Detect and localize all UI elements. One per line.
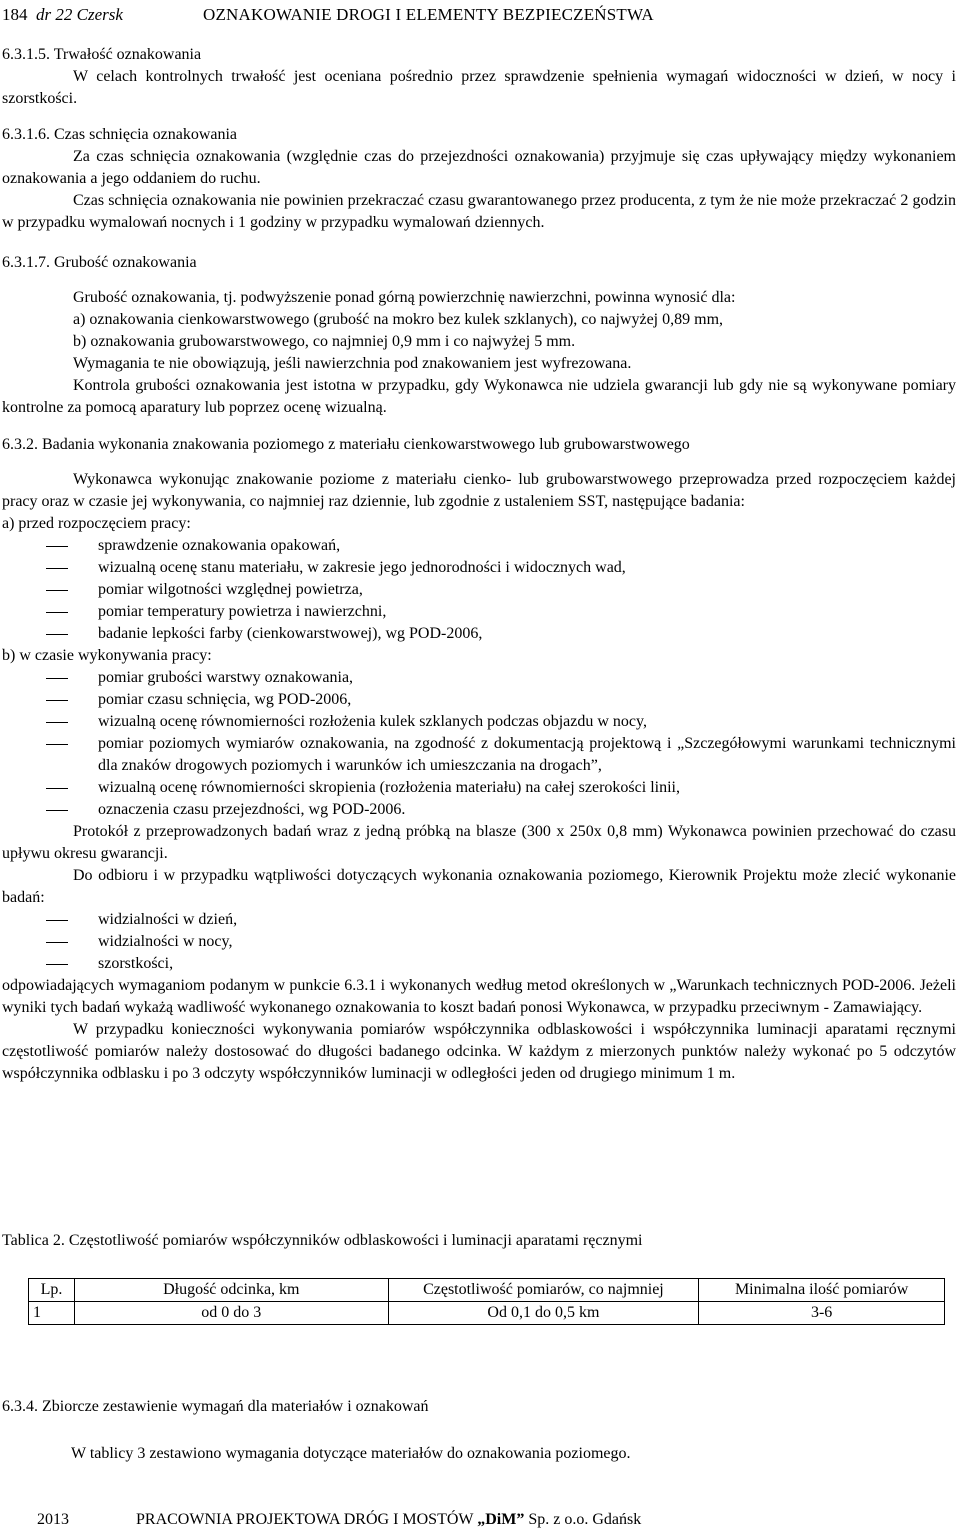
table-header-row — [29, 1279, 945, 1302]
paragraph: W celach kontrolnych trwałość jest oceniana pośrednio przez sprawdzenie spełnienia wymagań widoczności w dzień, w nocy i szorstkości. — [2, 68, 956, 107]
paragraph: Protokół z przeprowadzonych badań wraz z jedną próbką na blasze (300 x 250x 0,8 mm) Wykonawca powinien przechować do czasu upływu okresu gwarancji. — [2, 823, 956, 862]
table-header-cell: Długość odcinka, km — [74, 1279, 388, 1302]
paragraph: Wymagania te nie obowiązują, jeśli nawierzchnia pod znakowaniem jest wyfrezowana. — [73, 355, 632, 372]
table-caption: Tablica 2. Częstotliwość pomiarów współczynników odblaskowości i luminacji aparatami ręcznymi — [2, 1232, 643, 1249]
paragraph: Czas schnięcia oznakowania nie powinien przekraczać czasu gwarantowanego przez producenta, z tym że nie może przekraczać 2 godzin w przypadku wymalowań nocnych i 1 godziny w przypadku wymalowań dziennych. — [2, 192, 956, 231]
paragraph: W tablicy 3 zestawiono wymagania dotyczące materiałów do oznakowania poziomego. — [71, 1445, 631, 1462]
list-item: wizualną ocenę stanu materiału, w zakresie jego jednorodności i widocznych wad, — [2, 557, 956, 579]
list-item: widzialności w nocy, — [2, 931, 956, 953]
paragraph: odpowiadających wymaganiom podanym w punkcie 6.3.1 i wykonanych według metod określonych w „Warunkach technicznych POD-2006. Jeżeli wyniki tych badań wykażą wadliwość wykonanego oznakowania to koszt badań ponosi Wykonawca, w przypadku przeciwnym - Zamawiający. — [2, 977, 956, 1016]
list-item: badanie lepkości farby (cienkowarstwowej), wg POD-2006, — [2, 623, 956, 645]
page-header — [2, 4, 123, 26]
footer-company — [136, 1509, 641, 1531]
section-6317-body — [2, 287, 956, 419]
footer-logo-text: „DiM” — [477, 1511, 525, 1528]
list-item: pomiar grubości warstwy oznakowania, — [2, 667, 956, 689]
page-number: 184 — [2, 5, 28, 24]
section-heading: 6.3.1.6. Czas schnięcia oznakowania — [2, 126, 238, 143]
paragraph: W przypadku konieczności wykonywania pomiarów współczynnika odblaskowości i współczynnika luminacji aparatami ręcznymi częstotliwość pomiarów należy dostosować do długości badanego odcinka. W każdym z mierzonych punktów należy wykonać po 5 odczytów współczynnika odblasku i po 3 odczyty współczynników luminacji w odległości jeden od drugiego minimum 1 m. — [2, 1021, 956, 1082]
section-heading-634: 6.3.4. Zbiorcze zestawienie wymagań dla materiałów i oznakowań — [2, 1398, 429, 1415]
paragraph: Do odbioru i w przypadku wątpliwości dotyczących wykonania oznakowania poziomego, Kierownik Projektu może zlecić wykonanie badań: — [2, 867, 956, 906]
table-header-cell: Lp. — [29, 1279, 75, 1302]
header-author: dr 22 Czersk — [36, 5, 123, 24]
list-item: widzialności w dzień, — [2, 909, 956, 931]
table-cell: 3-6 — [699, 1302, 945, 1325]
list-item: pomiar czasu schnięcia, wg POD-2006, — [2, 689, 956, 711]
section-heading-632: 6.3.2. Badania wykonania znakowania poziomego z materiału cienkowarstwowego lub grubowarstwowego — [2, 436, 690, 453]
dash-list-b — [2, 667, 956, 821]
table-row — [29, 1302, 945, 1325]
paragraph: Wykonawca wykonując znakowanie poziome z materiału cienko- lub grubowarstwowego przeprowadza przed rozpoczęciem każdej pracy oraz w czasie jej wykonywania, co najmniej raz dziennie, lub zgodnie z ustaleniem SST, następujące badania: — [2, 471, 956, 510]
section-6316 — [2, 124, 956, 234]
dash-list-a — [2, 535, 956, 645]
paragraph: Za czas schnięcia oznakowania (względnie czas do przejezdności oznakowania) przyjmuje się czas upływający między wykonaniem oznakowania a jego oddaniem do ruchu. — [2, 148, 956, 187]
table-header-cell: Minimalna ilość pomiarów — [699, 1279, 945, 1302]
section-6315 — [2, 44, 956, 110]
section-heading: 6.3.1.5. Trwałość oznakowania — [2, 46, 202, 63]
list-item: pomiar wilgotności względnej powietrza, — [2, 579, 956, 601]
list-label-a: a) przed rozpoczęciem pracy: — [2, 515, 191, 532]
list-item: wizualną ocenę równomierności skropienia (rozłożenia materiału) na całej szerokości linii, — [2, 777, 956, 799]
section-632-body — [2, 469, 956, 1085]
footer-company-name: PRACOWNIA PROJEKTOWA DRÓG I MOSTÓW — [136, 1511, 478, 1528]
list-item: wizualną ocenę równomierności rozłożenia kulek szklanych podczas objazdu w nocy, — [2, 711, 956, 733]
section-heading-6317: 6.3.1.7. Grubość oznakowania — [2, 254, 197, 271]
list-item: szorstkości, — [2, 953, 956, 975]
list-item-b: b) oznakowania grubowarstwowego, co najmniej 0,9 mm i co najwyżej 5 mm. — [73, 333, 576, 350]
header-title: OZNAKOWANIE DROGI I ELEMENTY BEZPIECZEŃSTWA — [203, 5, 654, 24]
table-cell: 1 — [29, 1302, 75, 1325]
list-item: oznaczenia czasu przejezdności, wg POD-2006. — [2, 799, 956, 821]
paragraph: Kontrola grubości oznakowania jest istotna w przypadku, gdy Wykonawca nie udziela gwarancji lub gdy nie są wykonywane pomiary kontrolne za pomocą aparatury lub poprzez ocenę wizualną. — [2, 377, 956, 416]
list-item-a: a) oznakowania cienkowarstwowego (grubość na mokro bez kulek szklanych), co najwyżej 0,89 mm, — [73, 311, 724, 328]
paragraph: Grubość oznakowania, tj. podwyższenie ponad górną powierzchnię nawierzchni, powinna wynosić dla: — [73, 289, 736, 306]
list-item: pomiar temperatury powietrza i nawierzchni, — [2, 601, 956, 623]
table-cell: od 0 do 3 — [74, 1302, 388, 1325]
list-item: sprawdzenie oznakowania opakowań, — [2, 535, 956, 557]
list-label-b: b) w czasie wykonywania pracy: — [2, 647, 212, 664]
dash-list-c — [2, 909, 956, 975]
footer-company-suffix: Sp. z o.o. Gdańsk — [524, 1511, 642, 1528]
footer-year: 2013 — [37, 1511, 69, 1528]
frequency-table — [28, 1278, 945, 1325]
list-item: pomiar poziomych wymiarów oznakowania, na zgodność z dokumentacją projektową i „Szczegółowymi warunkami technicznymi dla znaków drogowych poziomych i warunków ich umieszczania na drogach”, — [2, 733, 956, 777]
table-header-cell: Częstotliwość pomiarów, co najmniej — [388, 1279, 699, 1302]
table-cell: Od 0,1 do 0,5 km — [388, 1302, 699, 1325]
